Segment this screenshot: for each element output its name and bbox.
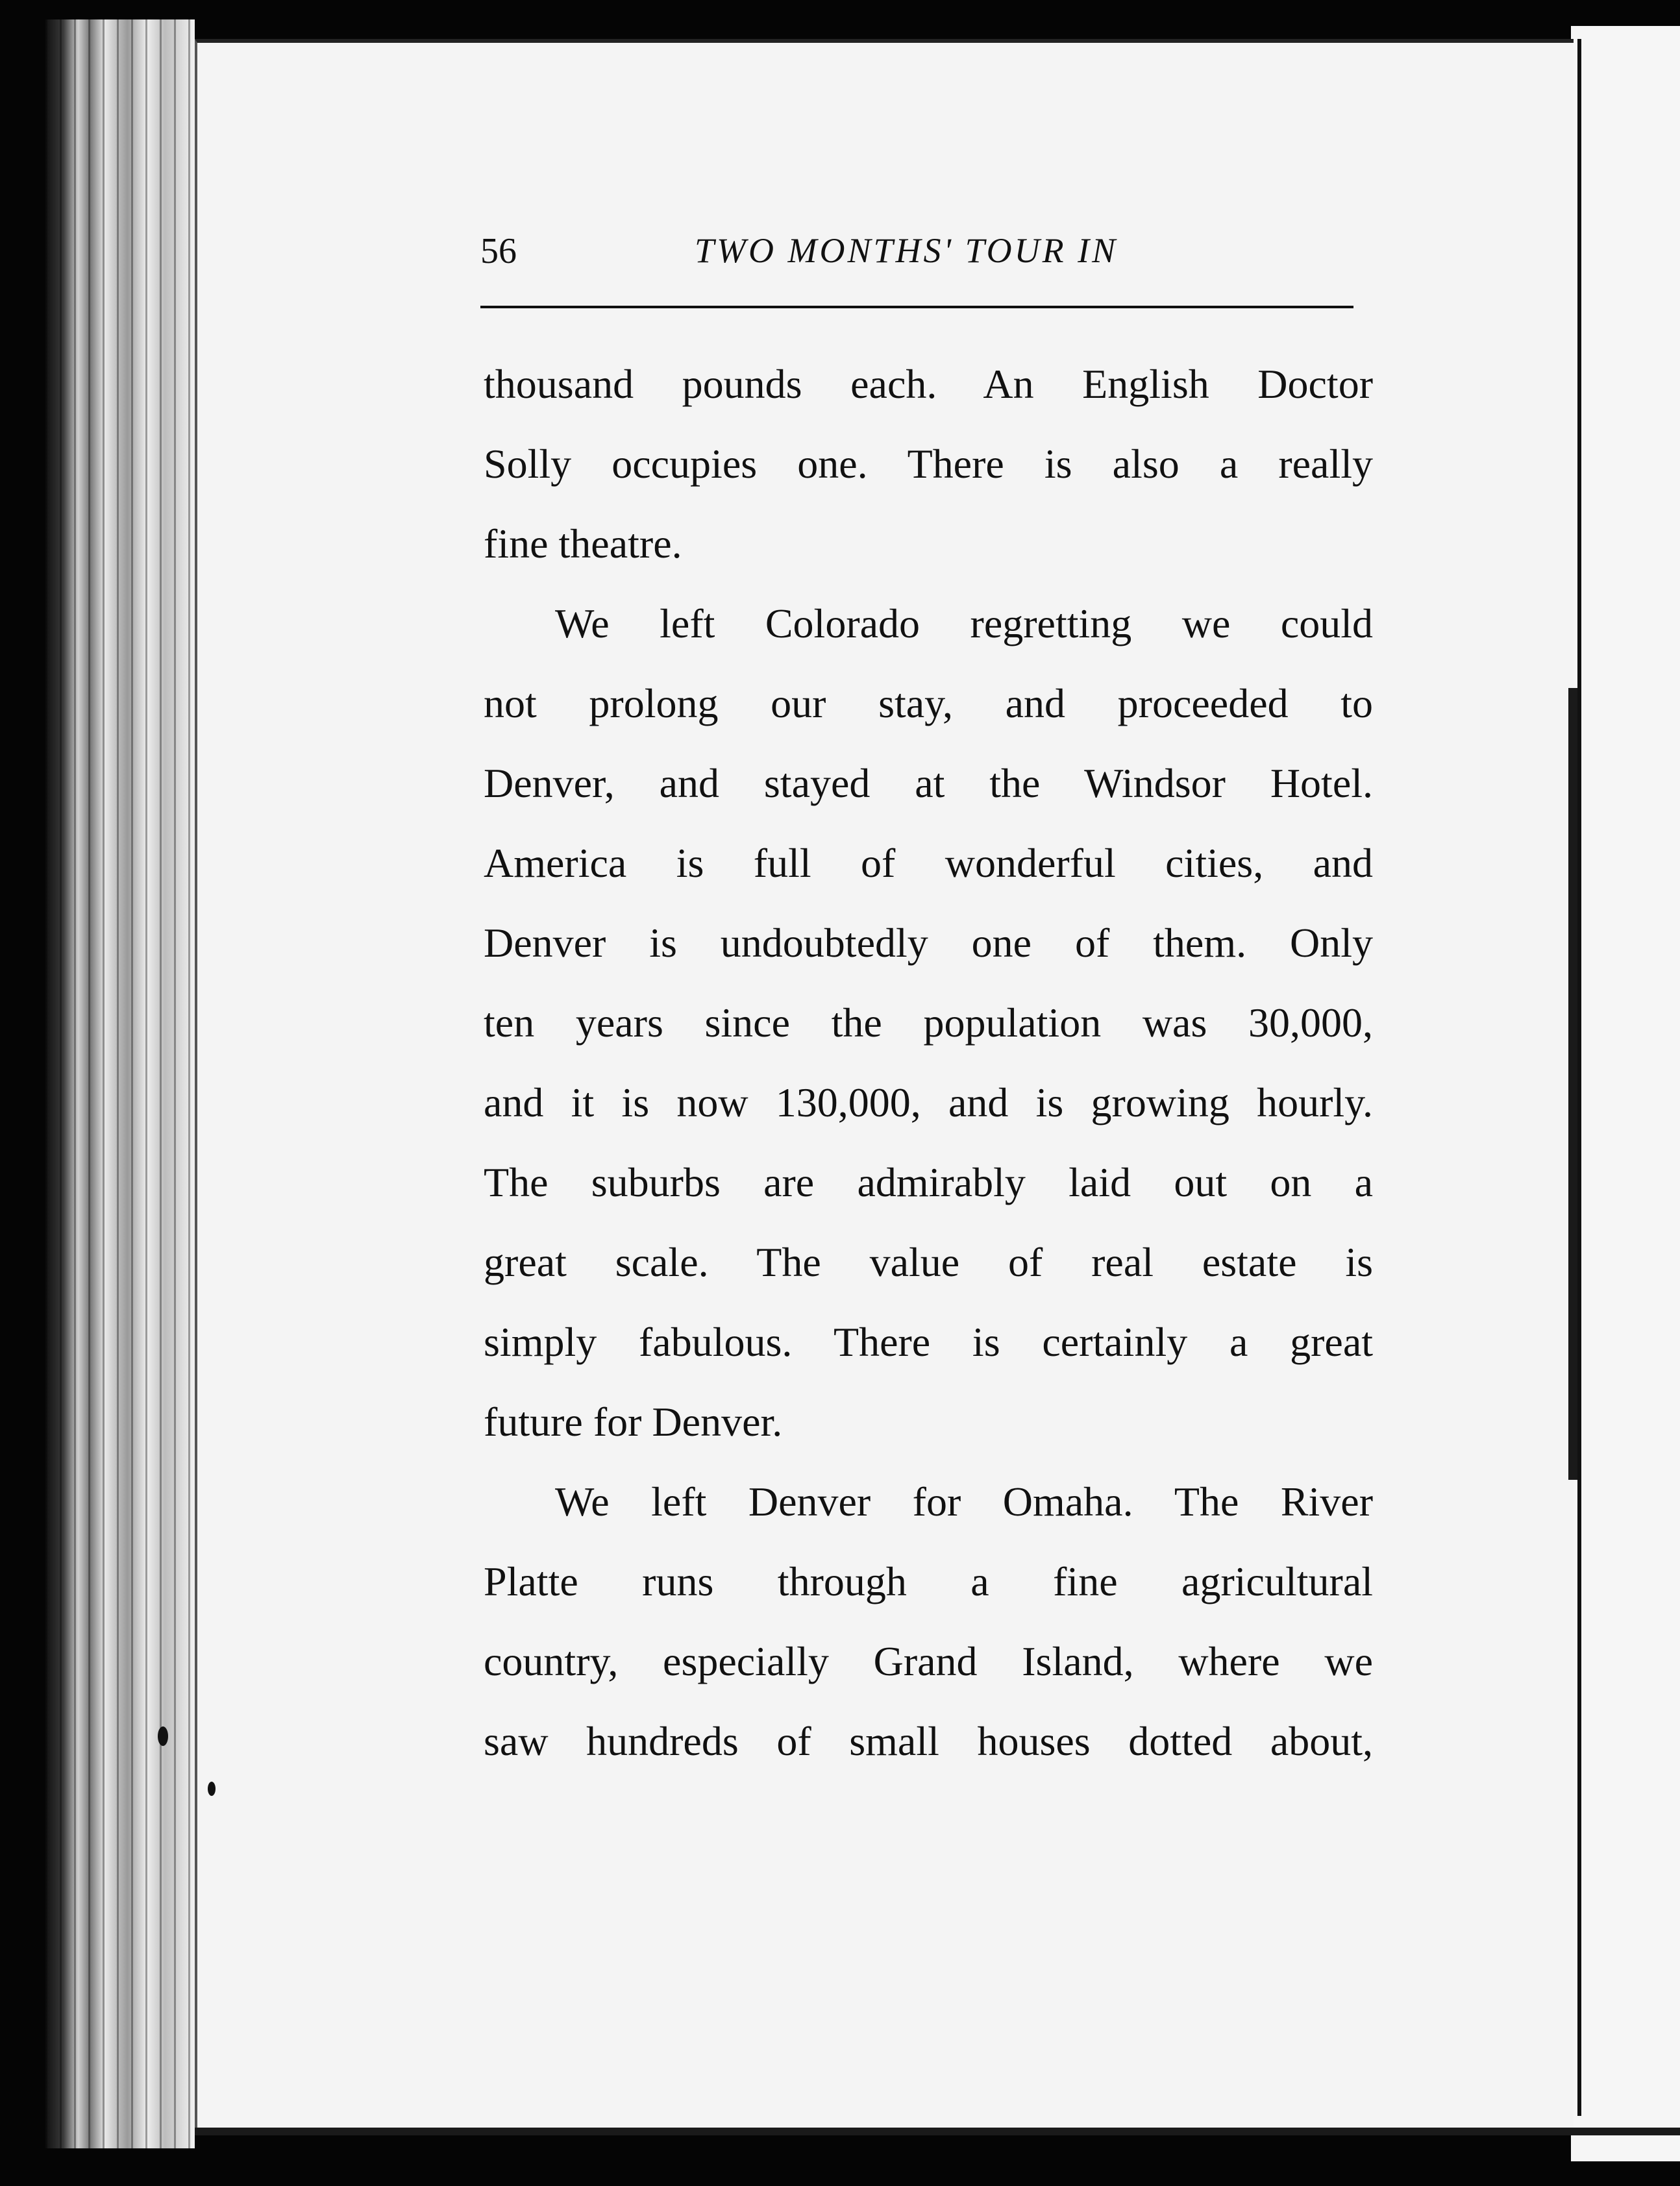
gutter-shadow <box>1568 688 1577 1480</box>
text-line: We left Denver for Omaha. The River <box>555 1479 1373 1525</box>
text-line: America is full of wonderful cities, and <box>484 840 1373 886</box>
page-edges <box>45 19 195 2148</box>
bottom-edge <box>195 2128 1680 2135</box>
text-line: great scale. The value of real estate is <box>484 1239 1373 1285</box>
text-line: Denver, and stayed at the Windsor Hotel. <box>484 760 1373 806</box>
text-line: The suburbs are admirably laid out on a <box>484 1159 1373 1205</box>
running-head <box>480 230 1353 308</box>
text-line: saw hundreds of small houses dotted about, <box>484 1718 1373 1764</box>
text-line: ten years since the population was 30,000, <box>484 1000 1373 1046</box>
body-text <box>484 344 1373 1781</box>
header-rule <box>480 306 1353 308</box>
text-line: We left Colorado regretting we could <box>555 600 1373 646</box>
text-line: thousand pounds each. An English Doctor <box>484 361 1373 407</box>
running-title: TWO MONTHS' TOUR IN <box>695 231 1118 270</box>
text-line: country, especially Grand Island, where we <box>484 1638 1373 1684</box>
text-line: Solly occupies one. There is also a really <box>484 441 1373 487</box>
ink-speck <box>208 1782 216 1796</box>
text-line: future for Denver. <box>484 1399 783 1445</box>
page-number: 56 <box>480 231 517 271</box>
text-line: Platte runs through a fine agricultural <box>484 1558 1373 1604</box>
text-line: not prolong our stay, and proceeded to <box>484 680 1373 726</box>
gutter-line <box>1577 39 1581 2116</box>
text-line: Denver is undoubtedly one of them. Only <box>484 920 1373 966</box>
text-line: and it is now 130,000, and is growing hourly. <box>484 1079 1373 1125</box>
text-line: simply fabulous. There is certainly a great <box>484 1319 1373 1365</box>
ink-speck <box>158 1726 168 1746</box>
text-line: fine theatre. <box>484 521 682 567</box>
facing-page-edge <box>1571 26 1680 2161</box>
